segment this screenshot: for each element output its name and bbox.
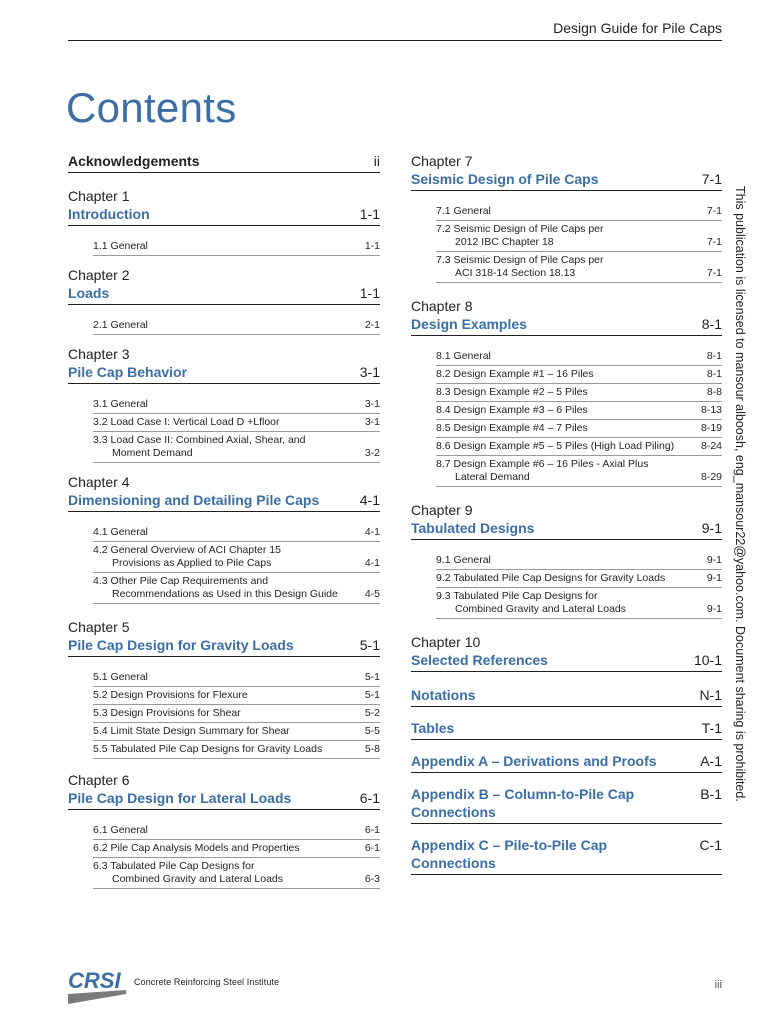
chapter-page: 9-1 bbox=[701, 520, 722, 536]
section-title bbox=[93, 416, 280, 429]
section-number: 9.2 bbox=[436, 572, 451, 584]
section-page: 8-29 bbox=[700, 471, 722, 483]
section-line bbox=[436, 422, 588, 434]
section-page: 4-5 bbox=[364, 588, 380, 600]
section-title bbox=[436, 254, 604, 280]
section-page: 7-1 bbox=[706, 236, 722, 248]
section-number: 3.3 bbox=[93, 434, 108, 446]
chapter-entry[interactable] bbox=[411, 836, 722, 875]
chapter-number: Chapter 10 bbox=[411, 634, 481, 650]
section-page: 4-1 bbox=[364, 526, 380, 538]
section-text-line2: Combined Gravity and Lateral Loads bbox=[455, 603, 627, 615]
section-entry[interactable] bbox=[436, 252, 722, 283]
section-line bbox=[436, 404, 588, 416]
section-entry[interactable] bbox=[436, 348, 722, 366]
chapter-title[interactable] bbox=[411, 519, 534, 537]
section-line bbox=[436, 223, 604, 235]
section-line bbox=[93, 689, 248, 701]
section-line bbox=[93, 526, 148, 538]
chapter-title-text: Appendix C – Pile-to-Pile Cap bbox=[411, 837, 608, 853]
section-entry[interactable] bbox=[436, 221, 722, 252]
chapter-number: Chapter 7 bbox=[411, 153, 473, 169]
section-text: Seismic Design of Pile Caps per bbox=[453, 223, 604, 235]
license-notice bbox=[731, 186, 749, 826]
chapter-page: 1-1 bbox=[359, 206, 380, 222]
chapter-title[interactable] bbox=[68, 205, 150, 223]
section-list bbox=[93, 669, 380, 759]
section-page: 3-2 bbox=[364, 447, 380, 459]
section-number: 8.2 bbox=[436, 368, 451, 380]
section-entry[interactable] bbox=[436, 456, 722, 487]
section-page: 5-1 bbox=[364, 671, 380, 683]
chapter-title[interactable] bbox=[411, 315, 527, 333]
section-text-line2: 2012 IBC Chapter 18 bbox=[455, 236, 554, 248]
section-entry[interactable] bbox=[93, 723, 380, 741]
section-entry[interactable] bbox=[436, 552, 722, 570]
section-text: Load Case I: Vertical Load D +Lfloor bbox=[110, 416, 280, 428]
section-entry[interactable] bbox=[93, 822, 380, 840]
section-text: General Overview of ACI Chapter 15 bbox=[110, 544, 281, 556]
section-number: 8.6 bbox=[436, 440, 451, 452]
chapter-title-text: Appendix B – Column-to-Pile Cap bbox=[411, 786, 635, 802]
section-number: 5.4 bbox=[93, 725, 108, 737]
section-number: 8.4 bbox=[436, 404, 451, 416]
section-text: Tabulated Pile Cap Designs for Gravity Loads bbox=[110, 743, 323, 755]
section-line bbox=[93, 824, 148, 836]
section-title bbox=[436, 223, 604, 249]
section-line bbox=[93, 398, 148, 410]
section-list bbox=[93, 396, 380, 463]
toc-chapter bbox=[68, 618, 380, 759]
section-text: General bbox=[110, 526, 148, 538]
section-entry[interactable] bbox=[93, 238, 380, 256]
chapter-title[interactable] bbox=[411, 719, 454, 737]
chapter-title-text-line2: Connections bbox=[411, 855, 496, 871]
section-number: 3.2 bbox=[93, 416, 108, 428]
section-entry[interactable] bbox=[436, 384, 722, 402]
section-number: 5.3 bbox=[93, 707, 108, 719]
section-line bbox=[93, 544, 281, 556]
running-header bbox=[68, 18, 722, 41]
chapter-title-text-line2: Connections bbox=[411, 804, 496, 820]
section-title bbox=[93, 319, 148, 332]
section-number: 8.3 bbox=[436, 386, 451, 398]
section-line bbox=[93, 860, 255, 872]
section-number: 9.3 bbox=[436, 590, 451, 602]
section-number: 8.1 bbox=[436, 350, 451, 362]
section-text: General bbox=[110, 398, 148, 410]
chapter-title-text: Tabulated Designs bbox=[411, 520, 535, 536]
section-text: Design Example #3 – 6 Piles bbox=[453, 404, 588, 416]
chapter-title-text: Introduction bbox=[68, 206, 150, 222]
section-entry[interactable] bbox=[93, 432, 380, 463]
section-entry[interactable] bbox=[93, 840, 380, 858]
chapter-number: Chapter 2 bbox=[68, 267, 130, 283]
section-entry[interactable] bbox=[93, 741, 380, 759]
section-title bbox=[93, 860, 283, 886]
section-number: 4.1 bbox=[93, 526, 108, 538]
section-line bbox=[93, 671, 148, 683]
toc-chapter bbox=[68, 771, 380, 889]
section-text: General bbox=[453, 205, 491, 217]
toc-chapter bbox=[68, 473, 380, 604]
toc-chapter bbox=[411, 633, 722, 672]
section-line bbox=[436, 458, 648, 470]
section-entry[interactable] bbox=[93, 524, 380, 542]
section-line bbox=[436, 590, 598, 602]
section-page: 3-1 bbox=[364, 398, 380, 410]
toc-chapter bbox=[411, 501, 722, 619]
section-title bbox=[436, 350, 491, 363]
section-page: 4-1 bbox=[364, 557, 380, 569]
chapter-number: Chapter 9 bbox=[411, 502, 473, 518]
chapter-entry[interactable] bbox=[411, 686, 722, 707]
chapter-page: 3-1 bbox=[359, 364, 380, 380]
footer-org-name: Concrete Reinforcing Steel Institute bbox=[134, 977, 280, 987]
chapter-page: 4-1 bbox=[359, 492, 380, 508]
section-title bbox=[93, 743, 322, 756]
section-line bbox=[436, 254, 604, 266]
section-title bbox=[93, 725, 290, 738]
section-line bbox=[436, 440, 674, 452]
section-text: General bbox=[453, 350, 491, 362]
section-title bbox=[436, 422, 588, 435]
section-title bbox=[436, 386, 588, 399]
chapter-entry[interactable] bbox=[411, 719, 722, 740]
section-title bbox=[436, 554, 491, 567]
chapter-page: 1-1 bbox=[359, 285, 380, 301]
section-number: 3.1 bbox=[93, 398, 108, 410]
chapter-title-text: Seismic Design of Pile Caps bbox=[411, 171, 599, 187]
section-line bbox=[436, 572, 665, 584]
section-page: 5-1 bbox=[364, 689, 380, 701]
chapter-title-text: Appendix A – Derivations and Proofs bbox=[411, 753, 657, 769]
section-title bbox=[436, 440, 674, 453]
section-number: 7.2 bbox=[436, 223, 451, 235]
chapter-page: A-1 bbox=[700, 753, 722, 769]
section-page: 9-1 bbox=[706, 572, 722, 584]
section-title bbox=[436, 572, 665, 585]
section-title bbox=[93, 671, 148, 684]
section-text-line2: Provisions as Applied to Pile Caps bbox=[112, 557, 272, 569]
section-number: 6.3 bbox=[93, 860, 108, 872]
toc-right-column bbox=[411, 152, 722, 875]
section-entry[interactable] bbox=[93, 858, 380, 889]
chapter-page: 10-1 bbox=[693, 652, 722, 668]
section-page: 5-5 bbox=[364, 725, 380, 737]
chapter-title[interactable] bbox=[411, 686, 476, 704]
section-list bbox=[93, 524, 380, 604]
section-number: 6.1 bbox=[93, 824, 108, 836]
chapter-entry[interactable] bbox=[68, 789, 380, 810]
section-title bbox=[436, 368, 594, 381]
chapter-entry[interactable] bbox=[411, 519, 722, 540]
crsi-logo-text: CRSI bbox=[68, 968, 121, 993]
section-page: 8-13 bbox=[700, 404, 722, 416]
section-page: 6-3 bbox=[364, 873, 380, 885]
chapter-entry[interactable] bbox=[411, 651, 722, 672]
section-title bbox=[436, 458, 648, 484]
section-text-line2: Lateral Demand bbox=[455, 471, 530, 483]
chapter-title[interactable] bbox=[411, 651, 548, 669]
section-entry[interactable] bbox=[93, 669, 380, 687]
section-text: General bbox=[110, 824, 148, 836]
chapter-entry[interactable] bbox=[68, 636, 380, 657]
chapter-number: Chapter 3 bbox=[68, 346, 130, 362]
section-entry[interactable] bbox=[93, 414, 380, 432]
chapter-title[interactable] bbox=[411, 752, 657, 770]
section-list bbox=[436, 203, 722, 283]
section-title bbox=[93, 575, 338, 601]
section-page: 9-1 bbox=[706, 603, 722, 615]
section-text: Design Example #4 – 7 Piles bbox=[453, 422, 588, 434]
chapter-title[interactable] bbox=[411, 785, 634, 821]
section-entry[interactable] bbox=[93, 705, 380, 723]
section-entry[interactable] bbox=[93, 317, 380, 335]
toc-chapter bbox=[68, 345, 380, 463]
toc-chapter bbox=[411, 752, 722, 773]
chapter-entry[interactable] bbox=[68, 363, 380, 384]
section-text: General bbox=[110, 671, 148, 683]
section-text: Tabulated Pile Cap Designs for bbox=[453, 590, 598, 602]
chapter-title[interactable] bbox=[411, 170, 599, 188]
section-entry[interactable] bbox=[436, 402, 722, 420]
section-text: Limit State Design Summary for Shear bbox=[110, 725, 290, 737]
section-line bbox=[93, 319, 148, 331]
chapter-number: Chapter 1 bbox=[68, 188, 130, 204]
chapter-entry[interactable] bbox=[411, 752, 722, 773]
section-entry[interactable] bbox=[93, 542, 380, 573]
section-page: 9-1 bbox=[706, 554, 722, 566]
section-entry[interactable] bbox=[436, 366, 722, 384]
section-line bbox=[436, 205, 491, 217]
section-page: 8-24 bbox=[700, 440, 722, 452]
chapter-number: Chapter 5 bbox=[68, 619, 130, 635]
chapter-title[interactable] bbox=[68, 152, 199, 170]
section-page: 8-1 bbox=[706, 350, 722, 362]
section-text: Tabulated Pile Cap Designs for Gravity Loads bbox=[453, 572, 666, 584]
chapter-title-text: Acknowledgements bbox=[68, 153, 200, 169]
toc-chapter bbox=[411, 297, 722, 487]
chapter-page: T-1 bbox=[701, 720, 722, 736]
section-page: 7-1 bbox=[706, 205, 722, 217]
section-number: 8.7 bbox=[436, 458, 451, 470]
section-list bbox=[436, 348, 722, 487]
section-list bbox=[93, 822, 380, 889]
chapter-entry[interactable] bbox=[68, 491, 380, 512]
section-text-line2: Recommendations as Used in this Design Guide bbox=[112, 588, 338, 600]
section-text: Design Example #5 – 5 Piles (High Load Piling) bbox=[453, 440, 675, 452]
section-text: Other Pile Cap Requirements and bbox=[110, 575, 269, 587]
section-number: 6.2 bbox=[93, 842, 108, 854]
section-number: 1.1 bbox=[93, 240, 108, 252]
section-number: 7.3 bbox=[436, 254, 451, 266]
section-number: 5.1 bbox=[93, 671, 108, 683]
section-title bbox=[93, 434, 306, 460]
chapter-entry[interactable] bbox=[411, 170, 722, 191]
chapter-title[interactable] bbox=[411, 836, 607, 872]
page-number: iii bbox=[714, 979, 722, 991]
toc-chapter bbox=[68, 187, 380, 256]
toc-chapter bbox=[68, 152, 380, 173]
section-line bbox=[436, 386, 588, 398]
section-text: Pile Cap Analysis Models and Properties bbox=[110, 842, 300, 854]
section-title bbox=[93, 707, 241, 720]
chapter-title-text: Pile Cap Behavior bbox=[68, 364, 188, 380]
section-line bbox=[93, 743, 322, 755]
section-title bbox=[93, 824, 148, 837]
section-text: Load Case II: Combined Axial, Shear, and bbox=[110, 434, 306, 446]
section-page: 8-19 bbox=[700, 422, 722, 434]
section-page: 6-1 bbox=[364, 842, 380, 854]
section-entry[interactable] bbox=[436, 588, 722, 619]
section-page: 2-1 bbox=[364, 319, 380, 331]
toc-chapter bbox=[411, 719, 722, 740]
chapter-number: Chapter 6 bbox=[68, 772, 130, 788]
chapter-number: Chapter 8 bbox=[411, 298, 473, 314]
section-title bbox=[93, 842, 300, 855]
section-line bbox=[436, 554, 491, 566]
section-page: 6-1 bbox=[364, 824, 380, 836]
section-title bbox=[436, 404, 588, 417]
chapter-page: N-1 bbox=[699, 687, 722, 703]
toc-chapter bbox=[411, 836, 722, 875]
chapter-entry[interactable] bbox=[411, 785, 722, 824]
toc-chapter bbox=[411, 785, 722, 824]
section-title bbox=[93, 544, 281, 570]
chapter-title[interactable] bbox=[68, 789, 291, 807]
chapter-page: 8-1 bbox=[701, 316, 722, 332]
section-line bbox=[93, 416, 280, 428]
crsi-logo bbox=[68, 966, 126, 1006]
toc-chapter bbox=[411, 686, 722, 707]
section-number: 4.2 bbox=[93, 544, 108, 556]
chapter-page: B-1 bbox=[700, 786, 722, 802]
section-number: 8.5 bbox=[436, 422, 451, 434]
section-list bbox=[436, 552, 722, 619]
section-line bbox=[93, 240, 148, 252]
section-line bbox=[93, 434, 306, 446]
section-title bbox=[93, 689, 248, 702]
section-text: Design Provisions for Flexure bbox=[110, 689, 248, 701]
section-page: 8-1 bbox=[706, 368, 722, 380]
chapter-entry[interactable] bbox=[411, 315, 722, 336]
section-line bbox=[93, 575, 268, 587]
chapter-title-text: Tables bbox=[411, 720, 455, 736]
section-text: Design Example #2 – 5 Piles bbox=[453, 386, 588, 398]
section-title bbox=[436, 205, 491, 218]
section-text: Design Example #6 – 16 Piles - Axial Plus bbox=[453, 458, 649, 470]
chapter-page: 6-1 bbox=[359, 790, 380, 806]
chapter-page: C-1 bbox=[699, 837, 722, 853]
chapter-title[interactable] bbox=[68, 284, 109, 302]
section-entry[interactable] bbox=[436, 438, 722, 456]
chapter-title[interactable] bbox=[68, 491, 319, 509]
section-text-line2: Combined Gravity and Lateral Loads bbox=[112, 873, 284, 885]
toc-left-column bbox=[68, 152, 380, 889]
page-title: Contents bbox=[66, 84, 237, 131]
section-number: 5.2 bbox=[93, 689, 108, 701]
section-text: General bbox=[453, 554, 491, 566]
header-title: Design Guide for Pile Caps bbox=[553, 20, 722, 36]
section-text: Design Example #1 – 16 Piles bbox=[453, 368, 594, 380]
chapter-title-text: Pile Cap Design for Gravity Loads bbox=[68, 637, 294, 653]
section-text: Design Provisions for Shear bbox=[110, 707, 241, 719]
section-entry[interactable] bbox=[436, 570, 722, 588]
section-entry[interactable] bbox=[436, 203, 722, 221]
chapter-title-text: Loads bbox=[68, 285, 110, 301]
chapter-entry[interactable] bbox=[68, 152, 380, 173]
chapter-title[interactable] bbox=[68, 636, 294, 654]
chapter-title-text: Dimensioning and Detailing Pile Caps bbox=[68, 492, 320, 508]
section-text: General bbox=[110, 319, 148, 331]
section-title bbox=[93, 240, 148, 253]
chapter-title-text: Design Examples bbox=[411, 316, 527, 332]
chapter-page: 5-1 bbox=[359, 637, 380, 653]
section-number: 4.3 bbox=[93, 575, 108, 587]
section-text-line2: Moment Demand bbox=[112, 447, 193, 459]
chapter-title[interactable] bbox=[68, 363, 187, 381]
section-title bbox=[93, 526, 148, 539]
section-line bbox=[436, 368, 594, 380]
section-number: 2.1 bbox=[93, 319, 108, 331]
section-entry[interactable] bbox=[436, 420, 722, 438]
toc-chapter bbox=[68, 266, 380, 335]
section-page: 5-8 bbox=[364, 743, 380, 755]
chapter-page: 7-1 bbox=[701, 171, 722, 187]
section-text-line2: ACI 318-14 Section 18.13 bbox=[455, 267, 576, 279]
chapter-title-text: Pile Cap Design for Lateral Loads bbox=[68, 790, 292, 806]
section-entry[interactable] bbox=[93, 396, 380, 414]
section-page: 8-8 bbox=[706, 386, 722, 398]
chapter-title-text: Selected References bbox=[411, 652, 548, 668]
chapter-page: ii bbox=[373, 153, 380, 169]
toc-chapter bbox=[411, 152, 722, 283]
section-entry[interactable] bbox=[93, 573, 380, 604]
section-line bbox=[436, 350, 491, 362]
section-page: 3-1 bbox=[364, 416, 380, 428]
section-list bbox=[93, 317, 380, 335]
section-number: 5.5 bbox=[93, 743, 108, 755]
section-text: Tabulated Pile Cap Designs for bbox=[110, 860, 255, 872]
section-title bbox=[436, 590, 626, 616]
chapter-entry[interactable] bbox=[68, 284, 380, 305]
section-number: 7.1 bbox=[436, 205, 451, 217]
section-number: 9.1 bbox=[436, 554, 451, 566]
section-text: Seismic Design of Pile Caps per bbox=[453, 254, 604, 266]
section-page: 5-2 bbox=[364, 707, 380, 719]
section-line bbox=[93, 842, 300, 854]
section-page: 7-1 bbox=[706, 267, 722, 279]
chapter-title-text: Notations bbox=[411, 687, 476, 703]
section-list bbox=[93, 238, 380, 256]
section-page: 1-1 bbox=[364, 240, 380, 252]
section-title bbox=[93, 398, 148, 411]
section-entry[interactable] bbox=[93, 687, 380, 705]
license-notice-text: This publication is licensed to mansour alboosh, eng_mansour22@yahoo.com. Document sharing is prohibited. bbox=[733, 186, 747, 802]
section-line bbox=[93, 725, 290, 737]
chapter-number: Chapter 4 bbox=[68, 474, 130, 490]
chapter-entry[interactable] bbox=[68, 205, 380, 226]
section-text: General bbox=[110, 240, 148, 252]
section-line bbox=[93, 707, 241, 719]
